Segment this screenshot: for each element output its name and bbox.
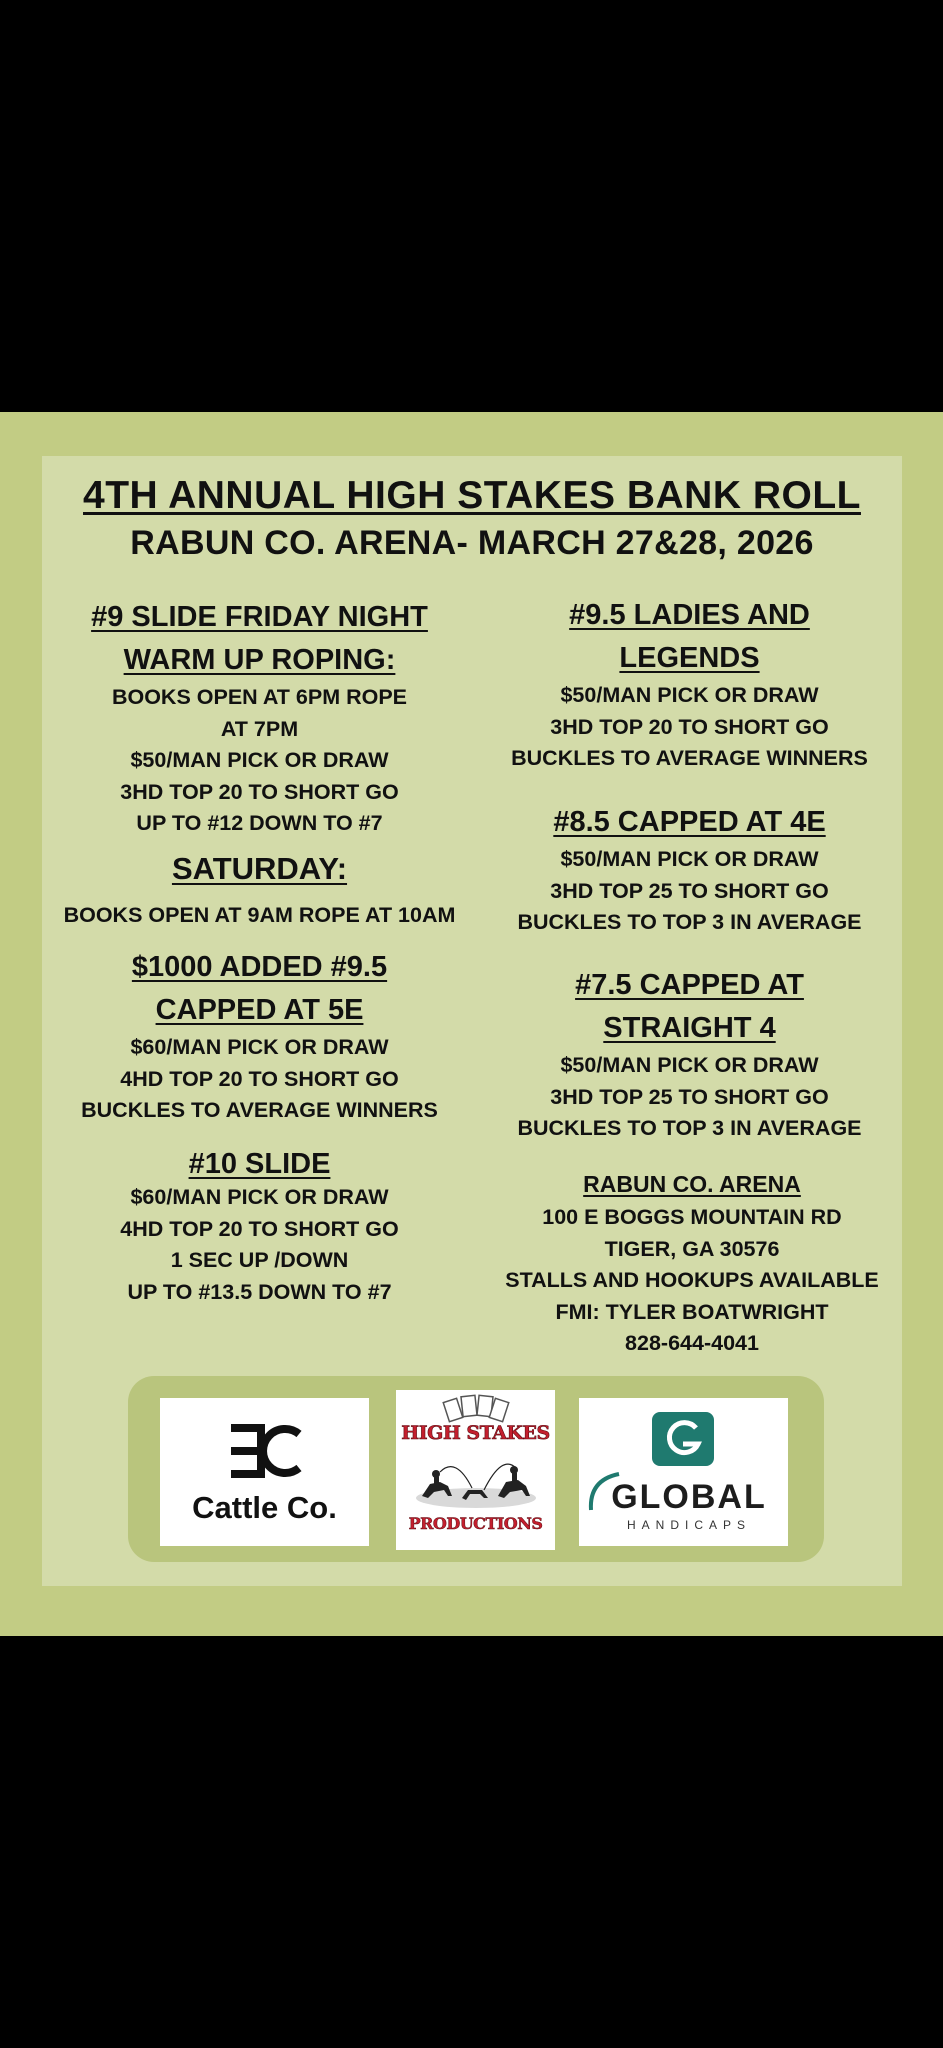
cattle-co-logo	[160, 1398, 369, 1546]
ladies-line: 3HD TOP 20 TO SHORT GO	[550, 714, 829, 739]
ladies-heading-line2: LEGENDS	[619, 642, 760, 674]
capped75-line: 3HD TOP 25 TO SHORT GO	[550, 1084, 829, 1109]
slide10-line: 1 SEC UP /DOWN	[170, 1248, 349, 1272]
team-roping-silhouette-icon	[412, 1448, 540, 1515]
slide10-heading: #10 SLIDE	[188, 1148, 331, 1180]
ladies-line: $50/MAN PICK OR DRAW	[560, 683, 819, 707]
added-line: $60/MAN PICK OR DRAW	[130, 1035, 389, 1059]
saturday-section	[42, 846, 477, 932]
capped75-section	[477, 964, 902, 1145]
arena-section	[472, 1166, 912, 1360]
flyer-title: 4TH ANNUAL HIGH STAKES BANK ROLL	[83, 474, 861, 517]
cattle-co-name: Cattle Co.	[192, 1490, 337, 1525]
added-heading-line2: CAPPED AT 5E	[155, 994, 364, 1026]
capped85-section	[477, 801, 902, 939]
friday-line: BOOKS OPEN AT 6PM ROPE	[111, 685, 408, 709]
global-wordmark: GLOBAL	[611, 1478, 767, 1516]
saturday-line: BOOKS OPEN AT 9AM ROPE AT 10AM	[63, 903, 456, 927]
flyer-panel	[42, 456, 902, 1586]
flyer-outer-border	[0, 412, 943, 1636]
capped75-heading-line1: #7.5 CAPPED AT	[575, 969, 804, 1001]
added-section	[42, 946, 477, 1127]
friday-heading-line1: #9 SLIDE FRIDAY NIGHT	[91, 601, 428, 633]
capped85-line: 3HD TOP 25 TO SHORT GO	[550, 878, 829, 903]
ladies-heading-line1: #9.5 LADIES AND	[569, 599, 810, 631]
slide10-section	[42, 1146, 477, 1308]
capped75-line: $50/MAN PICK OR DRAW	[560, 1053, 819, 1077]
friday-line: $50/MAN PICK OR DRAW	[130, 748, 389, 772]
flyer-subtitle: RABUN CO. ARENA- MARCH 27&28, 2026	[130, 524, 814, 562]
slide10-line: $60/MAN PICK OR DRAW	[130, 1185, 389, 1209]
productions-wordmark: PRODUCTIONS	[408, 1514, 543, 1533]
saturday-heading: SATURDAY:	[171, 851, 348, 886]
sponsor-logo-bar	[128, 1376, 824, 1562]
ladies-line: BUCKLES TO AVERAGE WINNERS	[511, 746, 868, 770]
arena-line: 100 E BOGGS MOUNTAIN RD	[542, 1205, 842, 1229]
high-stakes-wordmark: HIGH STAKES	[401, 1422, 550, 1444]
friday-line: AT 7PM	[220, 716, 299, 741]
capped75-line: BUCKLES TO TOP 3 IN AVERAGE	[517, 1116, 862, 1140]
friday-line: 3HD TOP 20 TO SHORT GO	[120, 779, 399, 804]
added-line: BUCKLES TO AVERAGE WINNERS	[81, 1098, 438, 1122]
capped75-heading-line2: STRAIGHT 4	[603, 1012, 776, 1044]
global-g-icon	[652, 1412, 714, 1471]
arena-heading: RABUN CO. ARENA	[583, 1171, 801, 1197]
ec-monogram-icon	[160, 1420, 369, 1487]
slide10-line: UP TO #13.5 DOWN TO #7	[127, 1279, 392, 1304]
capped85-line: $50/MAN PICK OR DRAW	[560, 847, 819, 871]
arena-line: STALLS AND HOOKUPS AVAILABLE	[505, 1268, 879, 1292]
friday-line: UP TO #12 DOWN TO #7	[136, 811, 383, 835]
global-handicaps-logo	[579, 1398, 788, 1546]
slide10-line: 4HD TOP 20 TO SHORT GO	[120, 1216, 399, 1241]
added-line: 4HD TOP 20 TO SHORT GO	[120, 1066, 399, 1091]
friday-heading-line2: WARM UP ROPING:	[123, 644, 396, 676]
arena-line: FMI: TYLER BOATWRIGHT	[555, 1299, 829, 1324]
ladies-section	[477, 594, 902, 775]
high-stakes-productions-logo	[396, 1390, 555, 1550]
capped85-line: BUCKLES TO TOP 3 IN AVERAGE	[517, 910, 862, 934]
added-heading-line1: $1000 ADDED #9.5	[131, 951, 388, 983]
friday-section	[42, 596, 477, 840]
capped85-heading: #8.5 CAPPED AT 4E	[553, 806, 826, 838]
handicaps-wordmark: HANDICAPS	[626, 1518, 751, 1532]
arena-line: TIGER, GA 30576	[604, 1236, 780, 1261]
arena-line: 828-644-4041	[625, 1331, 759, 1355]
